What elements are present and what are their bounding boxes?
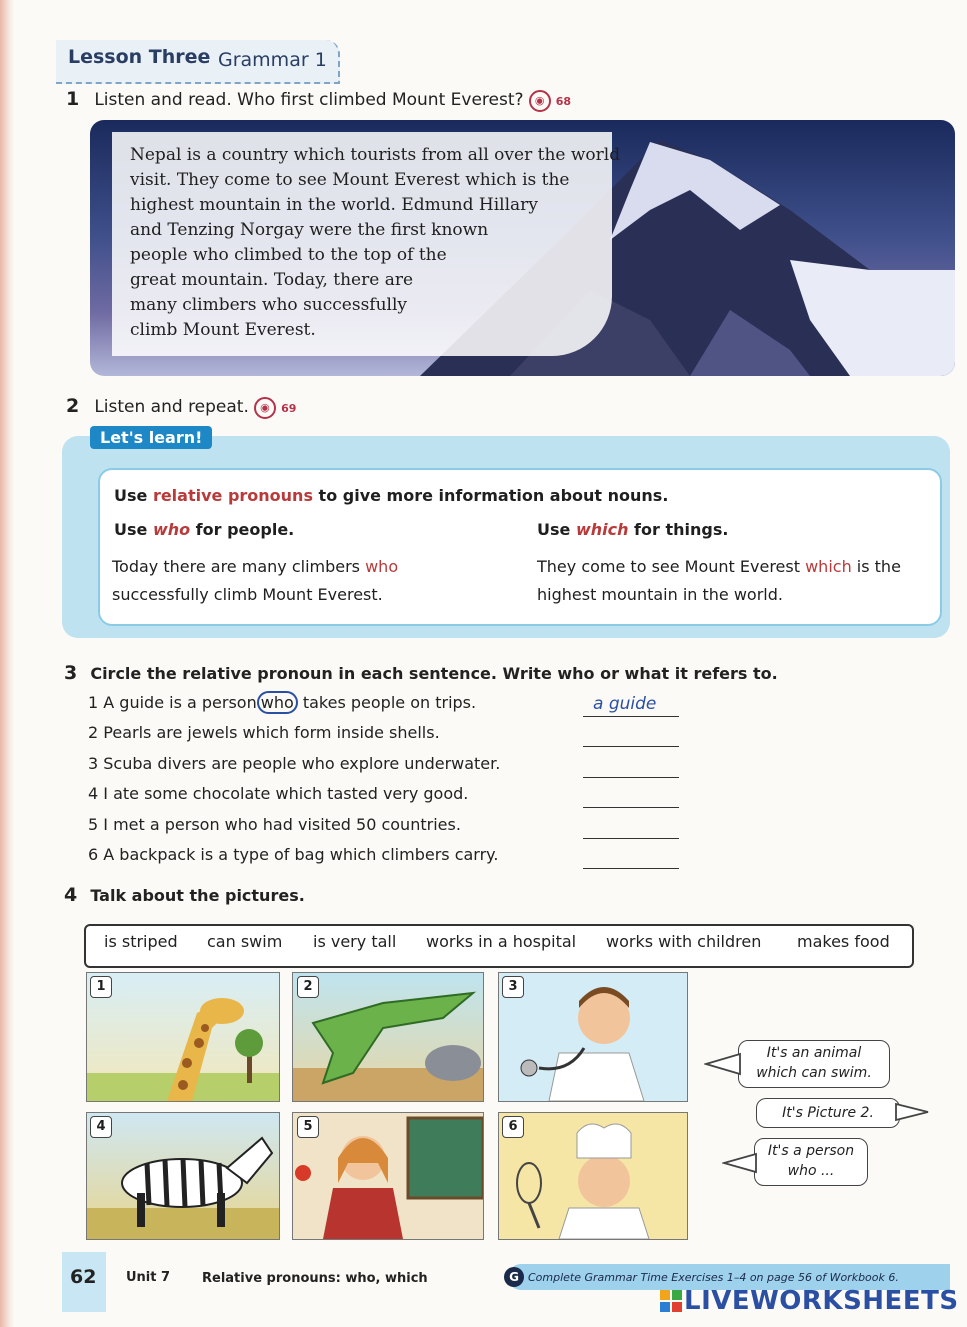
text: Use: [114, 520, 153, 539]
speech-bubble-1: [738, 1040, 890, 1088]
picture-number: 3: [502, 976, 524, 998]
text: Use: [114, 486, 153, 505]
highlight-text: relative pronouns: [152, 486, 313, 505]
question-2: 2 Pearls are jewels which form inside shells.: [88, 723, 440, 742]
passage-line: people who climbed to the top of the: [130, 245, 447, 265]
which-example: [537, 553, 937, 609]
picture-number: 1: [90, 976, 112, 998]
answer-line[interactable]: [583, 746, 679, 747]
text: Today there are many climbers: [112, 557, 366, 576]
who-rule: [114, 520, 294, 539]
answer-1[interactable]: a guide: [593, 694, 657, 714]
picture-chef: [498, 1112, 688, 1240]
picture-giraffe: [86, 972, 280, 1102]
passage-line: visit. They come to see Mount Everest which is the: [130, 170, 570, 190]
highlight-text: who: [365, 557, 399, 576]
passage-line: highest mountain in the world. Edmund Hillary: [130, 195, 538, 215]
exercise-number: 4: [64, 884, 78, 906]
highlight-text: which: [575, 520, 629, 539]
answer-line[interactable]: [583, 868, 679, 869]
picture-doctor: [498, 972, 688, 1102]
doctor-illustration: [499, 973, 687, 1101]
word-option: makes food: [797, 932, 890, 951]
track-number: 69: [281, 402, 297, 415]
text: is the: [851, 557, 901, 576]
text: 1 A guide is a person: [88, 693, 257, 712]
answer-line[interactable]: [583, 777, 679, 778]
exercise-2-heading: [66, 395, 296, 419]
bubble-text: It's an animal: [766, 1045, 862, 1061]
grammar-time-icon: G: [504, 1267, 524, 1287]
text: highest mountain in the world.: [537, 585, 783, 604]
bubble-tail: [894, 1102, 930, 1122]
exercise-1-heading: [66, 88, 571, 112]
text: takes people on trips.: [297, 693, 477, 712]
question-1: [88, 693, 476, 712]
passage-line: Nepal is a country which tourists from all over the world: [130, 145, 621, 165]
question-6: 6 A backpack is a type of bag which climbers carry.: [88, 845, 499, 864]
picture-number: 4: [90, 1116, 112, 1138]
passage-line: many climbers who successfully: [130, 295, 408, 315]
question-4: 4 I ate some chocolate which tasted very good.: [88, 784, 469, 803]
giraffe-illustration: [87, 973, 279, 1101]
text: to give more information about nouns.: [312, 486, 669, 505]
exercise-number: 1: [66, 88, 80, 110]
audio-icon[interactable]: ◉: [529, 90, 551, 112]
liveworksheets-logo-icon: [660, 1290, 682, 1312]
unit-topic: Relative pronouns: who, which: [202, 1271, 428, 1286]
teacher-illustration: [293, 1113, 483, 1239]
bubble-text: which can swim.: [756, 1065, 872, 1081]
picture-number: 6: [502, 1116, 524, 1138]
exercise-instruction: Listen and repeat.: [94, 397, 249, 417]
passage-line: climb Mount Everest.: [130, 320, 316, 340]
exercise-number: 3: [64, 662, 78, 684]
bubble-text: who ...: [787, 1163, 835, 1179]
grammar-rule: [114, 486, 668, 505]
crocodile-illustration: [293, 973, 483, 1101]
text: for people.: [190, 520, 295, 539]
picture-number: 5: [297, 1116, 319, 1138]
chef-illustration: [499, 1113, 687, 1239]
bubble-tail: [704, 1052, 744, 1076]
speech-bubble-3: [754, 1138, 868, 1186]
circled-pronoun[interactable]: who: [257, 691, 298, 714]
bubble-text: It's a person: [767, 1143, 855, 1159]
picture-crocodile: [292, 972, 484, 1102]
audio-icon[interactable]: ◉: [254, 397, 276, 419]
word-option: can swim: [207, 932, 283, 951]
answer-line[interactable]: [583, 838, 679, 839]
liveworksheets-brand[interactable]: LIVEWORKSHEETS: [684, 1286, 959, 1316]
word-option: works in a hospital: [426, 932, 577, 951]
exercise-4-heading: [64, 884, 305, 906]
picture-number: 2: [297, 976, 319, 998]
word-option: works with children: [606, 932, 762, 951]
unit-label: Unit 7: [126, 1270, 171, 1285]
highlight-text: who: [152, 520, 191, 539]
zebra-illustration: [87, 1113, 279, 1239]
workbook-reference: Complete Grammar Time Exercises 1–4 on page 56 of Workbook 6.: [528, 1271, 899, 1284]
text: They come to see Mount Everest: [537, 557, 806, 576]
word-option: is striped: [104, 932, 178, 951]
passage-line: great mountain. Today, there are: [130, 270, 414, 290]
exercise-3-heading: [64, 662, 778, 684]
exercise-instruction: Talk about the pictures.: [90, 886, 305, 905]
picture-teacher: [292, 1112, 484, 1240]
text: for things.: [628, 520, 729, 539]
passage-line: and Tenzing Norgay were the first known: [130, 220, 489, 240]
text: successfully climb Mount Everest.: [112, 585, 383, 604]
lesson-title: Lesson Three: [68, 46, 211, 68]
question-5: 5 I met a person who had visited 50 countries.: [88, 815, 461, 834]
picture-zebra: [86, 1112, 280, 1240]
lesson-subtitle: Grammar 1: [218, 49, 327, 71]
exercise-instruction: Circle the relative pronoun in each sentence. Write who or what it refers to.: [90, 664, 778, 683]
question-3: 3 Scuba divers are people who explore underwater.: [88, 754, 501, 773]
word-option: is very tall: [313, 932, 397, 951]
highlight-text: which: [805, 557, 852, 576]
track-number: 68: [555, 95, 572, 108]
exercise-instruction: Listen and read. Who first climbed Mount Everest?: [94, 90, 524, 110]
which-rule: [537, 520, 728, 539]
who-example: [112, 553, 432, 609]
lets-learn-tag: Let's learn!: [90, 426, 212, 449]
text: Use: [537, 520, 576, 539]
page-edge: [0, 0, 14, 1327]
bubble-tail: [722, 1152, 758, 1174]
answer-line[interactable]: [583, 807, 679, 808]
exercise-number: 2: [66, 395, 80, 417]
answer-line[interactable]: [583, 716, 679, 717]
speech-bubble-2: It's Picture 2.: [756, 1098, 900, 1128]
page-number: 62: [70, 1266, 97, 1288]
